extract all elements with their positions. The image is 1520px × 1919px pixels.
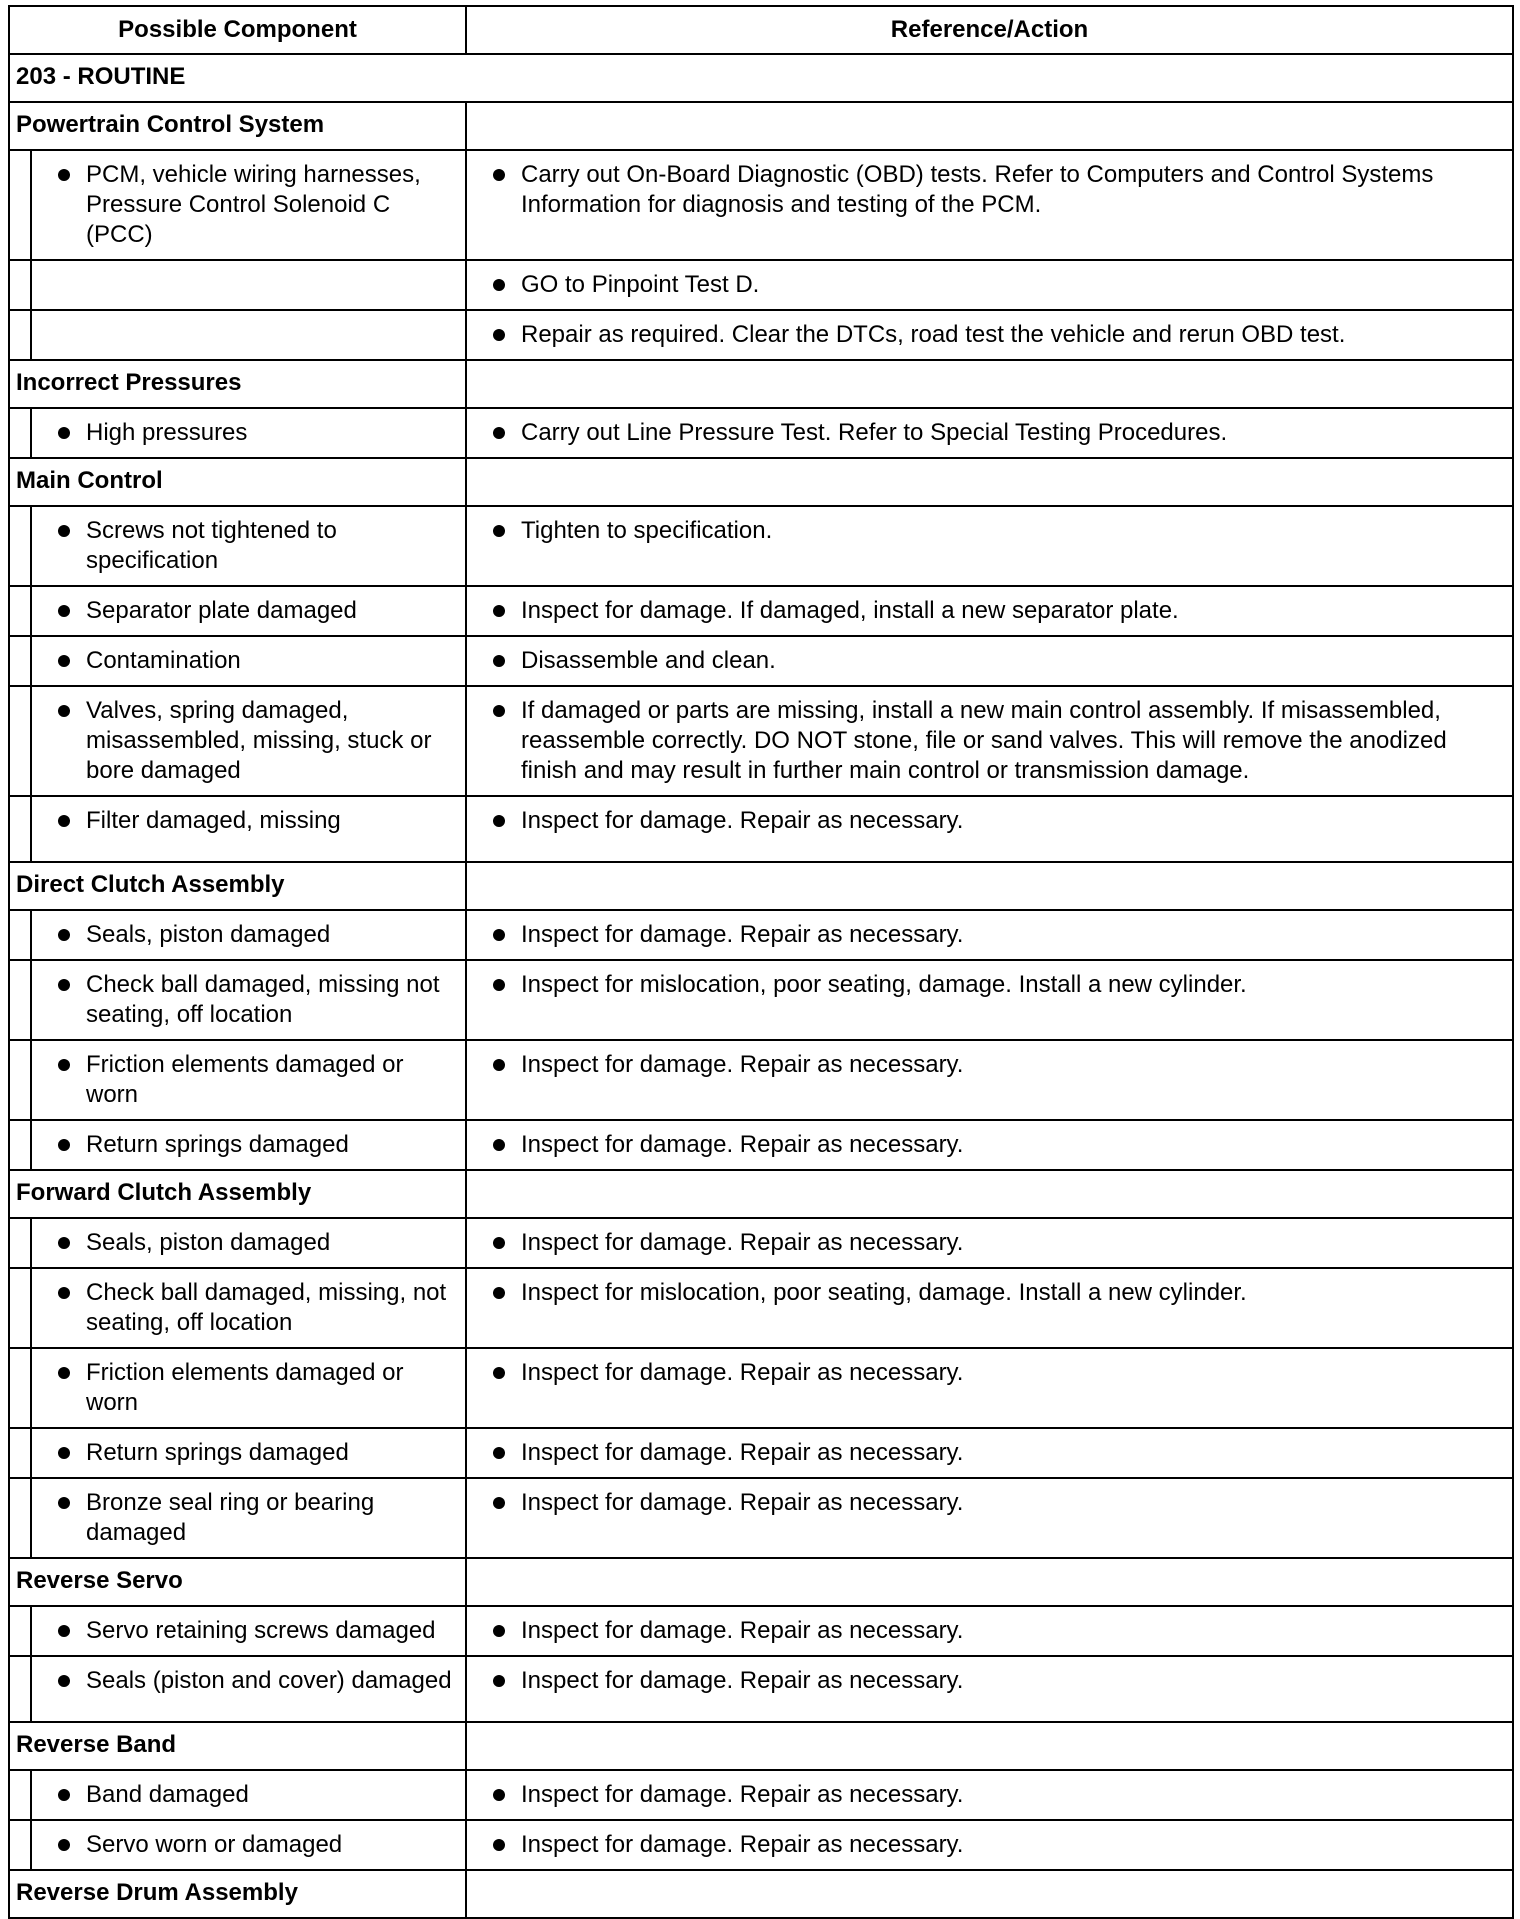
component-text: Band damaged bbox=[86, 1781, 249, 1808]
reference-text: Carry out Line Pressure Test. Refer to Special Testing Procedures. bbox=[521, 419, 1228, 446]
reference-text: Inspect for damage. Repair as necessary. bbox=[521, 1489, 964, 1516]
bullet-icon bbox=[58, 1237, 70, 1249]
row-indent bbox=[9, 260, 31, 310]
table-row bbox=[9, 910, 1513, 960]
row-indent bbox=[9, 1656, 31, 1722]
component-cell bbox=[31, 686, 466, 796]
component-cell bbox=[31, 260, 466, 310]
row-indent bbox=[9, 636, 31, 686]
reference-cell bbox=[466, 1268, 1513, 1348]
section-reference-empty bbox=[466, 458, 1513, 506]
reference-text: Tighten to specification. bbox=[521, 517, 773, 544]
table-row bbox=[9, 1606, 1513, 1656]
row-indent bbox=[9, 960, 31, 1040]
bullet-icon bbox=[493, 1059, 505, 1071]
row-indent bbox=[9, 1268, 31, 1348]
component-cell bbox=[31, 1268, 466, 1348]
component-text: Contamination bbox=[86, 647, 241, 674]
table-row bbox=[9, 1348, 1513, 1428]
component-text: Return springs damaged bbox=[86, 1131, 349, 1158]
row-indent bbox=[9, 1428, 31, 1478]
bullet-icon bbox=[493, 605, 505, 617]
reference-cell bbox=[466, 636, 1513, 686]
section-row bbox=[9, 1722, 1513, 1770]
table-row bbox=[9, 260, 1513, 310]
component-cell bbox=[31, 310, 466, 360]
reference-cell bbox=[466, 1428, 1513, 1478]
bullet-icon bbox=[58, 1675, 70, 1687]
bullet-icon bbox=[493, 655, 505, 667]
reference-cell bbox=[466, 408, 1513, 458]
bullet-icon bbox=[58, 169, 70, 181]
table-row bbox=[9, 1120, 1513, 1170]
bullet-icon bbox=[58, 929, 70, 941]
component-text: Separator plate damaged bbox=[86, 597, 357, 624]
row-indent bbox=[9, 1770, 31, 1820]
bullet-icon bbox=[493, 1139, 505, 1151]
section-row bbox=[9, 1170, 1513, 1218]
table-row bbox=[9, 636, 1513, 686]
bullet-icon bbox=[58, 1447, 70, 1459]
component-text: Servo worn or damaged bbox=[86, 1831, 343, 1858]
row-indent bbox=[9, 150, 31, 260]
bullet-icon bbox=[493, 979, 505, 991]
reference-cell bbox=[466, 1770, 1513, 1820]
reference-text: Disassemble and clean. bbox=[521, 647, 776, 674]
component-text: Seals (piston and cover) damaged bbox=[86, 1667, 452, 1694]
table-row bbox=[9, 150, 1513, 260]
component-cell bbox=[31, 150, 466, 260]
bullet-icon bbox=[493, 329, 505, 341]
bullet-icon bbox=[493, 279, 505, 291]
reference-cell bbox=[466, 310, 1513, 360]
reference-text: Inspect for damage. Repair as necessary. bbox=[521, 1617, 964, 1644]
bullet-icon bbox=[493, 815, 505, 827]
component-cell bbox=[31, 636, 466, 686]
bullet-icon bbox=[493, 1839, 505, 1851]
component-cell bbox=[31, 1606, 466, 1656]
table-row bbox=[9, 1770, 1513, 1820]
bullet-icon bbox=[58, 1625, 70, 1637]
table-row bbox=[9, 1820, 1513, 1870]
section-title: Forward Clutch Assembly bbox=[9, 1170, 466, 1218]
section-row bbox=[9, 102, 1513, 150]
bullet-icon bbox=[58, 605, 70, 617]
row-indent bbox=[9, 586, 31, 636]
table-row bbox=[9, 1478, 1513, 1558]
header-reference-action: Reference/Action bbox=[466, 6, 1513, 54]
section-row bbox=[9, 458, 1513, 506]
component-cell bbox=[31, 586, 466, 636]
section-title: Reverse Band bbox=[9, 1722, 466, 1770]
component-text: Screws not tightened to specification bbox=[86, 517, 337, 574]
component-text: Bronze seal ring or bearing damaged bbox=[86, 1489, 375, 1546]
section-row bbox=[9, 1870, 1513, 1918]
section-row bbox=[9, 1558, 1513, 1606]
reference-text: Inspect for damage. If damaged, install a new separator plate. bbox=[521, 597, 1179, 624]
section-reference-empty bbox=[466, 102, 1513, 150]
reference-text: Inspect for damage. Repair as necessary. bbox=[521, 1667, 964, 1694]
component-text: Valves, spring damaged, misassembled, missing, stuck or bore damaged bbox=[86, 697, 432, 784]
bullet-icon bbox=[493, 929, 505, 941]
section-row bbox=[9, 360, 1513, 408]
row-indent bbox=[9, 1218, 31, 1268]
component-text: Filter damaged, missing bbox=[86, 807, 341, 834]
bullet-icon bbox=[493, 525, 505, 537]
reference-text: GO to Pinpoint Test D. bbox=[521, 271, 760, 298]
component-cell bbox=[31, 1218, 466, 1268]
reference-text: Inspect for damage. Repair as necessary. bbox=[521, 1781, 964, 1808]
bullet-icon bbox=[493, 1367, 505, 1379]
bullet-icon bbox=[493, 705, 505, 717]
bullet-icon bbox=[493, 1789, 505, 1801]
bullet-icon bbox=[493, 1675, 505, 1687]
table-body bbox=[9, 54, 1513, 1918]
component-cell bbox=[31, 1428, 466, 1478]
table-row bbox=[9, 408, 1513, 458]
section-title: Reverse Drum Assembly bbox=[9, 1870, 466, 1918]
table-row bbox=[9, 506, 1513, 586]
section-title: 203 - ROUTINE bbox=[9, 54, 1513, 102]
table-row bbox=[9, 1428, 1513, 1478]
section-title: Main Control bbox=[9, 458, 466, 506]
component-cell bbox=[31, 1478, 466, 1558]
bullet-icon bbox=[493, 169, 505, 181]
row-indent bbox=[9, 796, 31, 862]
reference-text: Repair as required. Clear the DTCs, road test the vehicle and rerun OBD test. bbox=[521, 321, 1346, 348]
reference-cell bbox=[466, 260, 1513, 310]
row-indent bbox=[9, 1120, 31, 1170]
row-indent bbox=[9, 1478, 31, 1558]
bullet-icon bbox=[58, 1287, 70, 1299]
reference-text: Carry out On-Board Diagnostic (OBD) tests. Refer to Computers and Control Systems Information for diagnosis and testing of the PCM. bbox=[521, 161, 1434, 218]
reference-cell bbox=[466, 1820, 1513, 1870]
bullet-icon bbox=[58, 1789, 70, 1801]
bullet-icon bbox=[58, 1367, 70, 1379]
row-indent bbox=[9, 1606, 31, 1656]
section-row bbox=[9, 862, 1513, 910]
bullet-icon bbox=[58, 427, 70, 439]
reference-text: Inspect for damage. Repair as necessary. bbox=[521, 1051, 964, 1078]
component-cell bbox=[31, 1656, 466, 1722]
table-row bbox=[9, 796, 1513, 862]
reference-cell bbox=[466, 1040, 1513, 1120]
row-indent bbox=[9, 686, 31, 796]
bullet-icon bbox=[493, 1625, 505, 1637]
row-indent bbox=[9, 408, 31, 458]
component-text: Friction elements damaged or worn bbox=[86, 1359, 404, 1416]
component-cell bbox=[31, 506, 466, 586]
bullet-icon bbox=[58, 1497, 70, 1509]
bullet-icon bbox=[58, 815, 70, 827]
reference-cell bbox=[466, 960, 1513, 1040]
table-row bbox=[9, 1040, 1513, 1120]
header-row bbox=[9, 6, 1513, 54]
component-cell bbox=[31, 1820, 466, 1870]
table-row bbox=[9, 1218, 1513, 1268]
bullet-icon bbox=[58, 1059, 70, 1071]
reference-cell bbox=[466, 796, 1513, 862]
component-text: Check ball damaged, missing not seating, off location bbox=[86, 971, 440, 1028]
reference-cell bbox=[466, 1120, 1513, 1170]
reference-cell bbox=[466, 150, 1513, 260]
section-row bbox=[9, 54, 1513, 102]
reference-cell bbox=[466, 1606, 1513, 1656]
component-cell bbox=[31, 960, 466, 1040]
bullet-icon bbox=[493, 1497, 505, 1509]
row-indent bbox=[9, 910, 31, 960]
component-cell bbox=[31, 796, 466, 862]
section-reference-empty bbox=[466, 1870, 1513, 1918]
table-row bbox=[9, 586, 1513, 636]
component-cell bbox=[31, 1770, 466, 1820]
row-indent bbox=[9, 1348, 31, 1428]
component-cell bbox=[31, 1348, 466, 1428]
row-indent bbox=[9, 310, 31, 360]
component-text: Check ball damaged, missing, not seating, off location bbox=[86, 1279, 447, 1336]
bullet-icon bbox=[493, 1287, 505, 1299]
bullet-icon bbox=[58, 705, 70, 717]
row-indent bbox=[9, 1040, 31, 1120]
reference-text: Inspect for damage. Repair as necessary. bbox=[521, 1359, 964, 1386]
bullet-icon bbox=[58, 1839, 70, 1851]
table-row bbox=[9, 686, 1513, 796]
reference-text: Inspect for mislocation, poor seating, damage. Install a new cylinder. bbox=[521, 971, 1247, 998]
reference-text: If damaged or parts are missing, install a new main control assembly. If misassembled, reassemble correctly. DO NOT stone, file or sand valves. This will remove the anodized finish and may result in further main control or transmission damage. bbox=[521, 697, 1447, 784]
component-cell bbox=[31, 1120, 466, 1170]
reference-cell bbox=[466, 1348, 1513, 1428]
section-reference-empty bbox=[466, 1170, 1513, 1218]
table-row bbox=[9, 1656, 1513, 1722]
bullet-icon bbox=[58, 655, 70, 667]
reference-text: Inspect for damage. Repair as necessary. bbox=[521, 921, 964, 948]
component-cell bbox=[31, 1040, 466, 1120]
component-text: Servo retaining screws damaged bbox=[86, 1617, 436, 1644]
bullet-icon bbox=[493, 1447, 505, 1459]
bullet-icon bbox=[58, 1139, 70, 1151]
section-reference-empty bbox=[466, 1722, 1513, 1770]
header-possible-component: Possible Component bbox=[9, 6, 466, 54]
component-cell bbox=[31, 910, 466, 960]
component-text: Seals, piston damaged bbox=[86, 1229, 331, 1256]
table-row bbox=[9, 310, 1513, 360]
diagnosis-table bbox=[8, 5, 1514, 1919]
reference-cell bbox=[466, 1218, 1513, 1268]
reference-text: Inspect for mislocation, poor seating, damage. Install a new cylinder. bbox=[521, 1279, 1247, 1306]
section-title: Direct Clutch Assembly bbox=[9, 862, 466, 910]
component-text: High pressures bbox=[86, 419, 248, 446]
section-title: Reverse Servo bbox=[9, 1558, 466, 1606]
reference-cell bbox=[466, 686, 1513, 796]
bullet-icon bbox=[58, 979, 70, 991]
table-row bbox=[9, 960, 1513, 1040]
component-text: Seals, piston damaged bbox=[86, 921, 331, 948]
row-indent bbox=[9, 1820, 31, 1870]
bullet-icon bbox=[58, 525, 70, 537]
table-row bbox=[9, 1268, 1513, 1348]
section-title: Powertrain Control System bbox=[9, 102, 466, 150]
section-title: Incorrect Pressures bbox=[9, 360, 466, 408]
component-text: Friction elements damaged or worn bbox=[86, 1051, 404, 1108]
component-cell bbox=[31, 408, 466, 458]
row-indent bbox=[9, 506, 31, 586]
section-reference-empty bbox=[466, 360, 1513, 408]
reference-cell bbox=[466, 1478, 1513, 1558]
reference-cell bbox=[466, 506, 1513, 586]
component-text: Return springs damaged bbox=[86, 1439, 349, 1466]
reference-cell bbox=[466, 586, 1513, 636]
reference-text: Inspect for damage. Repair as necessary. bbox=[521, 1131, 964, 1158]
bullet-icon bbox=[493, 1237, 505, 1249]
reference-text: Inspect for damage. Repair as necessary. bbox=[521, 1229, 964, 1256]
component-text: PCM, vehicle wiring harnesses, Pressure Control Solenoid C (PCC) bbox=[86, 161, 421, 248]
bullet-icon bbox=[493, 427, 505, 439]
reference-text: Inspect for damage. Repair as necessary. bbox=[521, 1439, 964, 1466]
reference-cell bbox=[466, 910, 1513, 960]
reference-cell bbox=[466, 1656, 1513, 1722]
section-reference-empty bbox=[466, 1558, 1513, 1606]
reference-text: Inspect for damage. Repair as necessary. bbox=[521, 1831, 964, 1858]
reference-text: Inspect for damage. Repair as necessary. bbox=[521, 807, 964, 834]
section-reference-empty bbox=[466, 862, 1513, 910]
